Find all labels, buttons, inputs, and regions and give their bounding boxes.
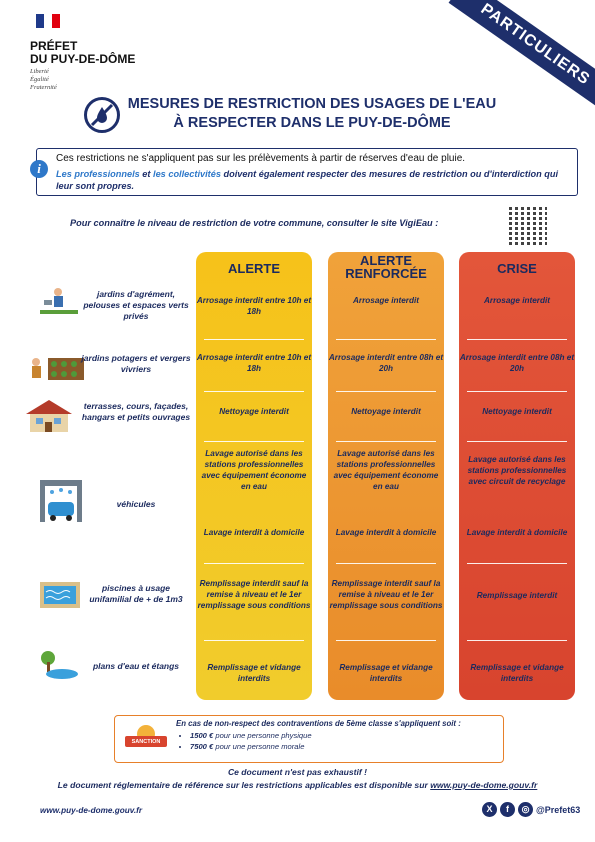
title-line2: À RESPECTER DANS LE PUY-DE-DÔME: [173, 115, 451, 131]
cell-jardins-alerte: Arrosage interdit entre 10h et 18h: [196, 296, 312, 316]
swimming-pool-icon: [38, 578, 82, 612]
facebook-icon[interactable]: f: [500, 802, 515, 817]
prefet-line1: PRÉFET: [30, 39, 78, 53]
instagram-icon[interactable]: ◎: [518, 802, 533, 817]
gardener-icon: [36, 286, 80, 316]
cell-potagers-alerte: Arrosage interdit entre 10h et 18h: [196, 353, 312, 373]
sanction-amount-physique: 1500 €: [190, 731, 214, 740]
social-links: [482, 802, 580, 817]
site-link[interactable]: www.puy-de-dome.gouv.fr: [40, 806, 143, 815]
row-divider: [467, 391, 567, 392]
cell-piscines-renforcee: Remplissage interdit sauf la remise à niveau et le 1er remplissage sous conditions: [329, 579, 443, 610]
column-header-crise: CRISE: [497, 261, 537, 276]
devise-liberte: Liberté: [30, 68, 49, 75]
reference-notice: [0, 780, 595, 790]
cell-vehicules-alerte-domicile: Lavage interdit à domicile: [203, 528, 305, 537]
cell-terrasses-alerte: Nettoyage interdit: [219, 407, 289, 416]
info-line2: [56, 168, 570, 192]
cell-piscines-alerte: Remplissage interdit sauf la remise à niveau et le 1er remplissage sous conditions: [197, 579, 311, 610]
row-divider: [204, 339, 304, 340]
cell-terrasses-crise: Nettoyage interdit: [482, 407, 552, 416]
vegetable-garden-icon: [26, 352, 86, 386]
x-twitter-icon[interactable]: X: [482, 802, 497, 817]
sanction-intro: En cas de non-respect des contraventions de 5ème classe s'appliquent soit :: [176, 719, 461, 728]
consult-vigieau-text: Pour connaître le niveau de restriction de votre commune, consulter le site VigiEau :: [70, 218, 439, 228]
row-divider: [204, 563, 304, 564]
pond-tree-icon: [36, 650, 80, 680]
cell-potagers-renforcee: Arrosage interdit entre 08h et 20h: [328, 353, 444, 373]
cell-plans-crise: Remplissage et vidange interdits: [470, 663, 564, 683]
cell-jardins-crise: Arrosage interdit: [484, 296, 550, 305]
info-icon: i: [30, 160, 48, 178]
row-divider: [467, 640, 567, 641]
cell-terrasses-renforcee: Nettoyage interdit: [351, 407, 421, 416]
sanction-item-morale: [190, 741, 312, 752]
prefet-logo-text: [30, 40, 135, 66]
cell-jardins-renforcee: Arrosage interdit: [353, 296, 419, 305]
row-label-terrasses: terrasses, cours, façades, hangars et petits ouvrages: [81, 401, 191, 422]
info-et: et: [139, 169, 154, 179]
prefet-line2: DU PUY-DE-DÔME: [30, 52, 136, 66]
row-divider: [336, 391, 436, 392]
column-header-alerte: ALERTE: [228, 261, 280, 276]
not-exhaustive-notice: Ce document n'est pas exhaustif !: [227, 767, 368, 777]
devise-fraternite: Fraternité: [30, 84, 57, 91]
row-label-plans-deau: plans d'eau et étangs: [92, 661, 180, 671]
info-rest: doivent également respecter des mesures de restriction ou d'interdiction qui leur sont propres.: [56, 169, 559, 191]
house-icon: [24, 398, 74, 434]
cell-vehicules-alerte-stations: Lavage autorisé dans les stations professionnelles avec équipement économe en eau: [201, 449, 307, 491]
row-divider: [336, 563, 436, 564]
sanction-badge-icon: [124, 722, 168, 752]
devise-egalite: Égalité: [30, 76, 49, 83]
row-label-potagers: jardins potagers et vergers vivriers: [81, 353, 191, 374]
devise: [30, 68, 57, 92]
row-divider: [336, 640, 436, 641]
cell-potagers-crise: Arrosage interdit entre 08h et 20h: [459, 353, 575, 373]
particuliers-ribbon: PARTICULIERS: [449, 0, 595, 112]
info-line1: Ces restrictions ne s'appliquent pas sur les prélèvements à partir de réserves d'eau de pluie.: [56, 153, 466, 164]
sanction-text-physique: pour une personne physique: [213, 731, 312, 740]
row-divider: [467, 563, 567, 564]
row-label-vehicules: véhicules: [116, 499, 156, 509]
title-line1: MESURES DE RESTRICTION DES USAGES DE L'EAU: [127, 96, 497, 112]
cell-piscines-crise: Remplissage interdit: [476, 591, 558, 600]
row-divider: [336, 339, 436, 340]
no-water-icon: [84, 97, 120, 133]
info-professionnels: Les professionnels: [56, 169, 140, 179]
reference-text: Le document réglementaire de référence sur les restrictions applicables est disponible sur: [57, 780, 431, 790]
sanction-amount-morale: 7500 €: [190, 742, 214, 751]
reference-link[interactable]: www.puy-de-dome.gouv.fr: [430, 780, 538, 790]
row-divider: [204, 391, 304, 392]
sanction-list: [178, 730, 312, 752]
sanction-text-morale: pour une personne morale: [213, 742, 305, 751]
sanction-badge-label: SANCTION: [131, 739, 161, 745]
row-label-jardins: jardins d'agrément, pelouses et espaces verts privés: [83, 289, 189, 321]
sanction-item-physique: [190, 730, 312, 741]
column-header-renforcee-2: RENFORCÉE: [345, 266, 427, 281]
row-divider: [336, 441, 436, 442]
row-divider: [204, 441, 304, 442]
social-handle: @Prefet63: [536, 804, 581, 815]
cell-vehicules-crise-domicile: Lavage interdit à domicile: [466, 528, 568, 537]
cell-vehicules-renforcee-domicile: Lavage interdit à domicile: [335, 528, 437, 537]
row-divider: [467, 441, 567, 442]
column-header-renforcee-1: ALERTE: [360, 253, 412, 268]
cell-plans-renforcee: Remplissage et vidange interdits: [339, 663, 433, 683]
cell-vehicules-renforcee-stations: Lavage autorisé dans les stations professionnelles avec équipement économe en eau: [333, 449, 439, 491]
row-divider: [467, 339, 567, 340]
qr-code-icon[interactable]: [509, 207, 547, 245]
page-title: [122, 95, 502, 133]
republique-flag-logo: [36, 14, 60, 28]
cell-vehicules-crise-stations: Lavage autorisé dans les stations professionnelles avec circuit de recyclage: [467, 455, 567, 486]
info-collectivites: les collectivités: [153, 169, 221, 179]
row-label-piscines: piscines à usage unifamilial de + de 1m3: [89, 583, 183, 604]
row-divider: [204, 640, 304, 641]
cell-plans-alerte: Remplissage et vidange interdits: [207, 663, 301, 683]
car-wash-icon: [36, 478, 86, 524]
